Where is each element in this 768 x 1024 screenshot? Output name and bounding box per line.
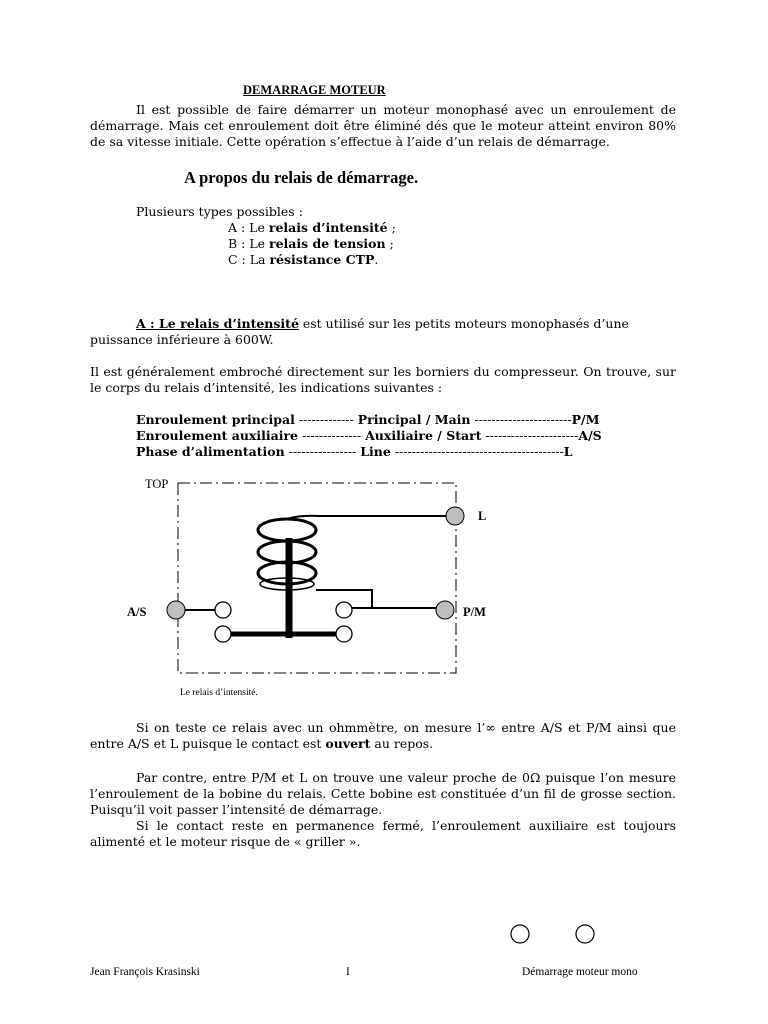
intensity-relay-text: est utilisé sur les petits moteurs monophasés d’une puissance inférieure à 600W. xyxy=(90,316,629,347)
relay-frame xyxy=(178,483,456,673)
contact-circle xyxy=(215,626,231,642)
diagram-caption: Le relais d’intensité. xyxy=(180,688,258,698)
ohmmeter-paragraph xyxy=(90,720,676,752)
list-item-suffix: ; xyxy=(385,236,394,251)
list-item-bold: résistance CTP xyxy=(269,252,375,267)
pm-terminal-label: P/M xyxy=(463,605,486,619)
l-terminal-label: L xyxy=(478,509,487,523)
contact-circle xyxy=(336,626,352,642)
intensity-relay-heading: A : Le relais d’intensité xyxy=(136,316,299,331)
footer-page-number: I xyxy=(346,966,350,978)
list-item-bold: relais de tension xyxy=(269,236,386,251)
indication-dash: ---------------------------------------- xyxy=(390,444,564,459)
list-item-bold: relais d’intensité xyxy=(268,220,388,235)
indication-dash: -------------- xyxy=(298,428,366,443)
decorative-circle xyxy=(511,925,529,943)
coil-loop xyxy=(258,519,316,541)
decorative-circle xyxy=(576,925,594,943)
indication-label: Enroulement principal xyxy=(136,412,295,427)
terminal-l xyxy=(446,507,464,525)
pm-paragraph: Par contre, entre P/M et L on trouve une valeur proche de 0Ω puisque l’on mesure l’enroulement de la bobine du relais. Cette bobine est constituée d’un fil de grosse section. Puisqu’il voit passer l’intensité de démarrage. xyxy=(90,770,676,817)
terminal-as xyxy=(167,601,185,619)
list-item-prefix: C : La xyxy=(228,252,270,267)
indication-label: Phase d’alimentation xyxy=(136,444,285,459)
list-item-suffix: ; xyxy=(387,220,396,235)
indication-dash: ------------- xyxy=(294,412,358,427)
contact-circle xyxy=(215,602,231,618)
terminal-pm xyxy=(436,601,454,619)
indication-code: L xyxy=(563,444,573,459)
ohmmeter-end: au repos. xyxy=(370,736,434,751)
indication-dash: ----------------------- xyxy=(470,412,572,427)
section-heading-text: A propos du relais de démarrage xyxy=(184,168,414,187)
list-item-prefix: A : Le xyxy=(228,220,269,235)
document-title: DEMARRAGE MOTEUR xyxy=(243,83,386,97)
coil-wire-to-l xyxy=(287,516,446,519)
contact-circle xyxy=(336,602,352,618)
plug-paragraph: Il est généralement embroché directement sur les borniers du compresseur. On trouve, sur le corps du relais d’intensité, les indications suivantes : xyxy=(90,364,676,395)
indication-value: Line xyxy=(360,444,391,459)
list-item-suffix: . xyxy=(374,252,379,267)
indication-dash: ---------------- xyxy=(284,444,361,459)
indication-code: P/M xyxy=(571,412,600,427)
section-heading-suffix: . xyxy=(413,168,419,187)
footer-author: Jean François Krasinski xyxy=(90,966,200,978)
ohmmeter-bold: ouvert xyxy=(325,736,371,751)
top-label: TOP xyxy=(145,477,169,491)
indication-label: Enroulement auxiliaire xyxy=(136,428,298,443)
indication-value: Principal / Main xyxy=(357,412,471,427)
intro-paragraph: Il est possible de faire démarrer un moteur monophasé avec un enroulement de démarrage. Mais cet enroulement doit être éliminé dés que le moteur atteint environ 80% de sa vitesse initiale. Cette opération s’effectue à l’aide d’un relais de démarrage. xyxy=(90,102,676,149)
as-terminal-label: A/S xyxy=(127,605,147,619)
types-intro: Plusieurs types possibles : xyxy=(136,204,303,219)
footer-subject: Démarrage moteur mono xyxy=(522,966,638,978)
list-item-prefix: B : Le xyxy=(228,236,270,251)
indication-dash: ---------------------- xyxy=(481,428,579,443)
indication-code: A/S xyxy=(578,428,602,443)
closed-contact-paragraph: Si le contact reste en permanence fermé, l’enroulement auxiliaire est toujours alimenté et le moteur risque de « griller ». xyxy=(90,818,676,849)
decorative-circles xyxy=(505,922,600,948)
ohmmeter-text: Si on teste ce relais avec un ohmmètre, on mesure l’∞ entre A/S et P/M ainsi que entre A/S et L puisque le contact est xyxy=(90,720,676,751)
indication-value: Auxiliaire / Start xyxy=(365,428,482,443)
